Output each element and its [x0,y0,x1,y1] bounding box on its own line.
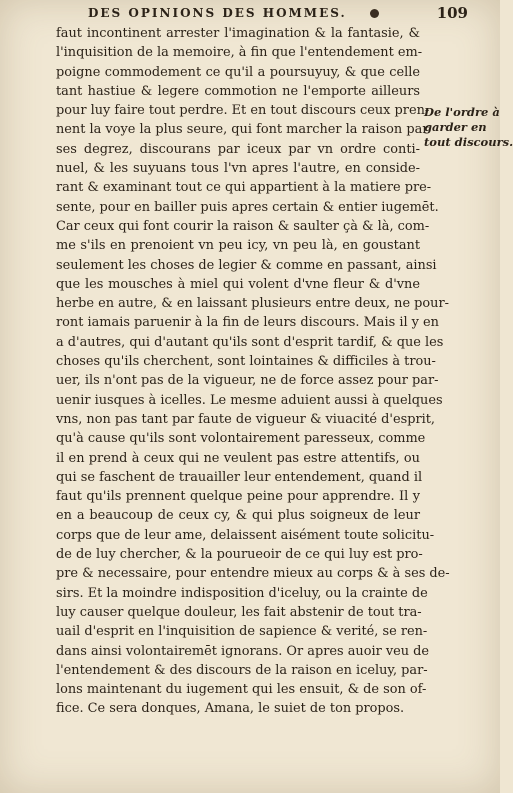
text-line: l'entendement & des discours de la raison en iceluy, par- [56,662,428,678]
ornament-icon [370,9,379,18]
text-line: lons maintenant du iugement qui les ensuit, & de son of- [56,682,427,698]
text-line: il en prend à ceux qui ne veulent pas estre attentifs, ou [56,450,420,466]
text-line: en a beaucoup de ceux cy, & qui plus soigneux de leur [56,508,420,524]
text-line: uenir iusques à icelles. Le mesme aduient aussi à quelques [56,392,443,408]
text-line: herbe en autre, & en laissant plusieurs entre deux, ne pour- [56,296,450,312]
text-line: vns, non pas tant par faute de vigueur & viuacité d'esprit, [56,411,436,427]
text-line: rant & examinant tout ce qui appartient à la matiere pre- [56,180,432,196]
text-line: pour luy faire tout perdre. Et en tout discours ceux pren- [56,103,430,119]
text-line: faut incontinent arrester l'imagination & la fantasie, & [56,26,420,41]
text-line: uail d'esprit en l'inquisition de sapience & verité, se ren- [56,624,428,640]
text-line: qu'à cause qu'ils sont volontairement paresseux, comme [56,431,426,447]
text-line: de de luy chercher, & la pourueoir de ce qui luy est pro- [56,547,423,563]
text-line: luy causer quelque douleur, les fait abstenir de tout tra- [56,604,422,620]
body-text [56,24,450,719]
margin-note [424,105,513,150]
margin-note-line: tout discours. [424,135,513,149]
page-header [88,6,468,24]
text-line: a d'autres, qui d'autant qu'ils sont d'esprit tardif, & que les [56,334,444,350]
text-line: fice. Ce sera donques, Amana, le suiet de ton propos. [56,701,405,717]
text-line: nent la voye la plus seure, qui font marcher la raison par [56,122,429,138]
text-line: sente, pour en bailler puis apres certain & entier iugemēt. [56,199,439,215]
text-line: sirs. Et la moindre indisposition d'iceluy, ou la crainte de [56,585,428,601]
text-line: qui se faschent de trauailler leur entendement, quand il [56,469,423,485]
text-line: ront iamais paruenir à la fin de leurs discours. Mais il y en [56,315,439,331]
running-title: DES OPINIONS DES HOMMES. [88,6,347,20]
text-line: que les mousches à miel qui volent d'vne fleur & d'vne [56,276,420,292]
text-line: pre & necessaire, pour entendre mieux au corps & à ses de- [56,566,450,582]
text-line: uer, ils n'ont pas de la vigueur, ne de force assez pour par- [56,373,439,389]
text-line: Car ceux qui font courir la raison & saulter çà & là, com- [56,218,430,234]
text-line: corps que de leur ame, delaissent aisément toute solicitu- [56,527,435,543]
text-line: faut qu'ils prennent quelque peine pour apprendre. Il y [56,489,420,505]
text-line: poigne commodement ce qu'il a poursuyuy, & que celle [56,64,420,80]
text-line: nuel, & les suyuans tous l'vn apres l'autre, en conside- [56,161,420,177]
margin-note-line: garder en [424,120,487,134]
text-line: dans ainsi volontairemēt ignorans. Or apres auoir veu de [56,643,430,659]
text-line: me s'ils en prenoient vn peu icy, vn peu là, en goustant [56,238,420,254]
text-line: tant hastiue & legere commotion ne l'emporte ailleurs [56,83,420,99]
page-number: 109 [436,4,468,22]
text-line: ses degrez, discourans par iceux par vn ordre conti- [56,141,420,157]
text-line: seulement les choses de legier & comme en passant, ainsi [56,257,437,273]
margin-note-line: De l'ordre à [424,105,500,119]
text-line: choses qu'ils cherchent, sont lointaines & difficiles à trou- [56,354,436,370]
text-line: l'inquisition de la memoire, à fin que l'entendement em- [56,45,423,61]
